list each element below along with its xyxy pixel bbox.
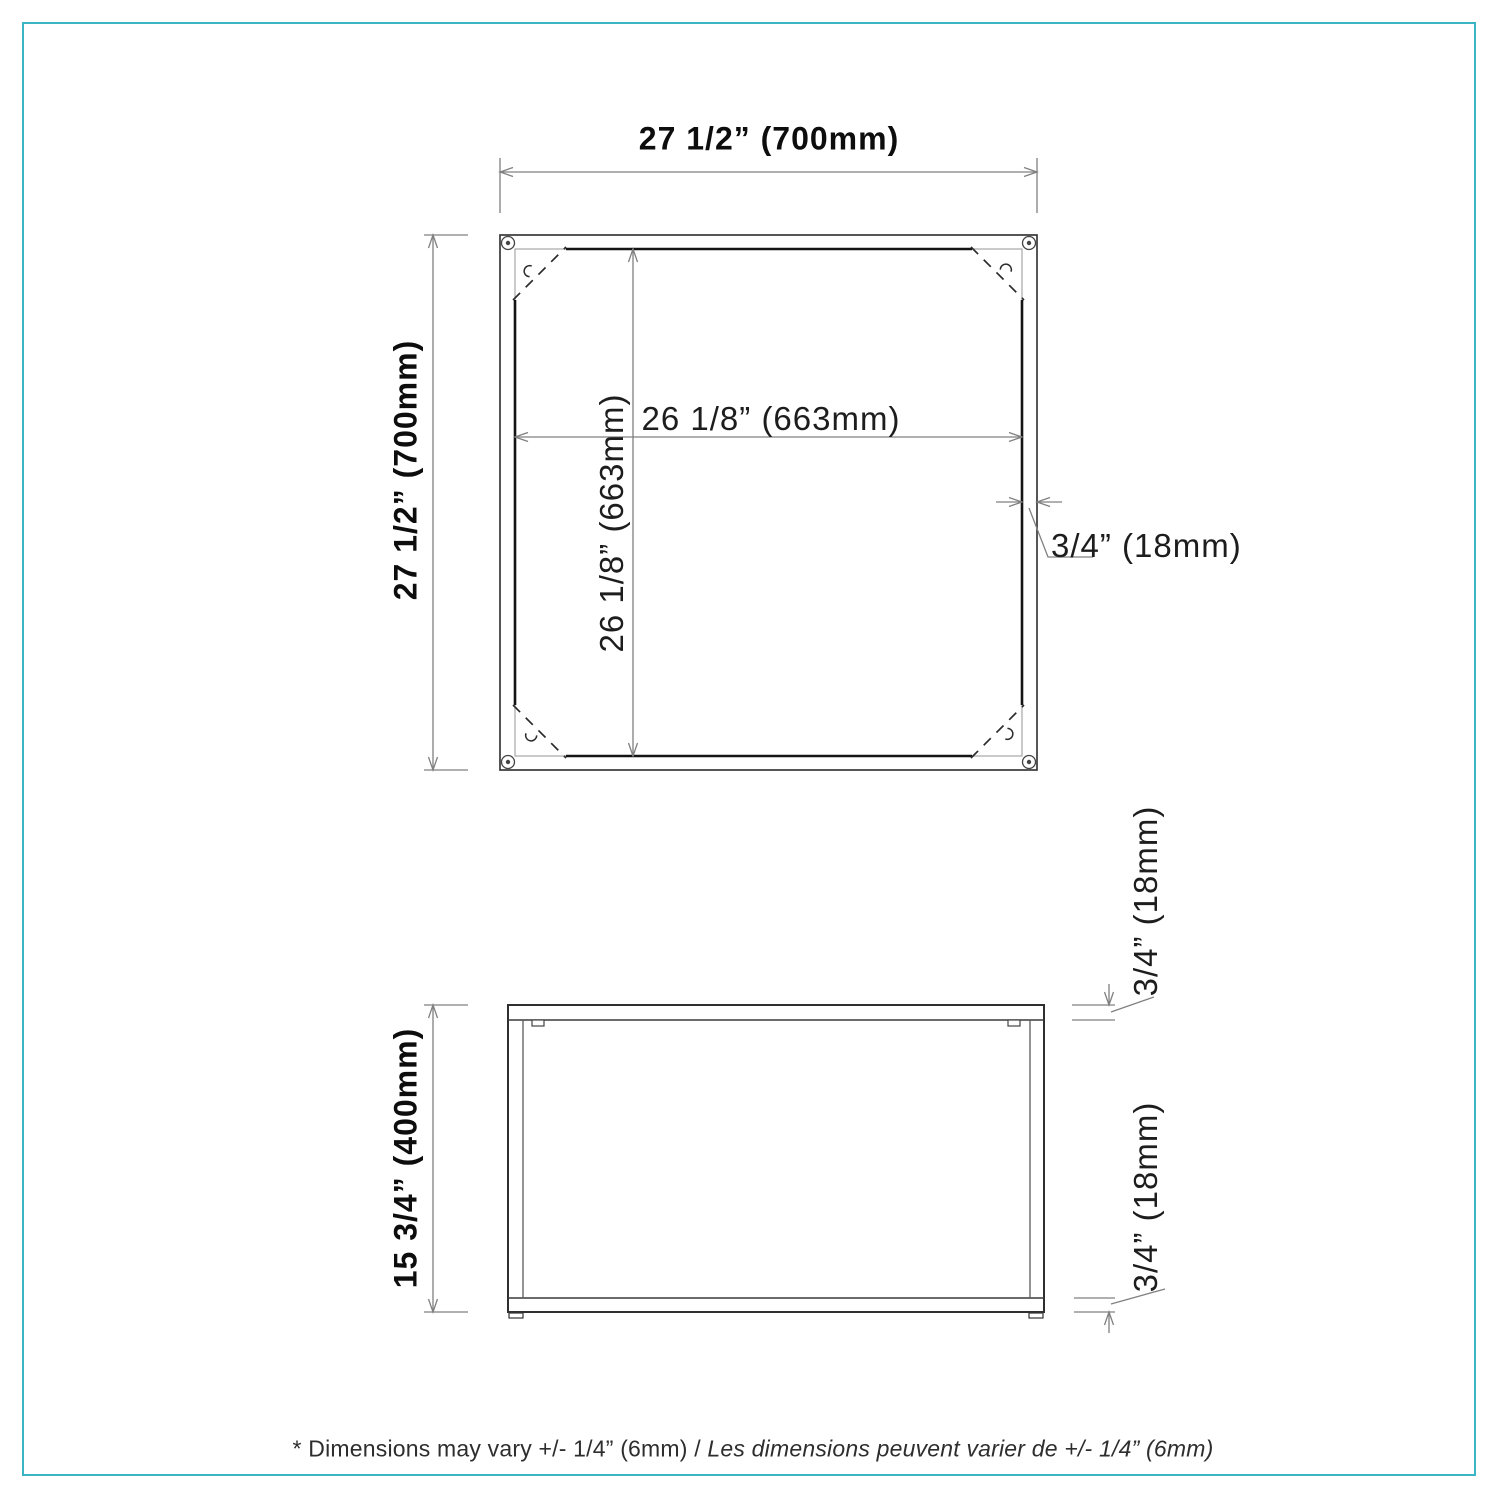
top-view-outer-edge	[500, 235, 1037, 770]
top-view-width-label: 27 1/2” (700mm)	[638, 120, 900, 157]
tolerance-note-separator: /	[687, 1435, 708, 1462]
front-view-outline	[508, 1005, 1044, 1312]
top-view	[500, 235, 1037, 770]
tolerance-note-fr: Les dimensions peuvent varier de +/- 1/4” (6mm)	[707, 1435, 1214, 1462]
front-view-top-thickness-label: 3/4” (18mm)	[1127, 805, 1164, 997]
top-view-inner-edge	[515, 249, 1022, 756]
corner-brace-dashed-lines	[513, 247, 1024, 758]
front-view-bottom-thickness-label: 3/4” (18mm)	[1127, 1101, 1164, 1293]
screw-icon	[502, 237, 515, 250]
foot-glide-icon	[1029, 1313, 1043, 1318]
top-view-inner-height-label: 26 1/8” (663mm)	[593, 393, 630, 653]
dim-overall-height	[424, 235, 468, 770]
corner-screw-icons	[502, 237, 1036, 769]
foot-glide-icon	[509, 1313, 523, 1318]
screw-icon	[1023, 756, 1036, 769]
screw-icon	[502, 756, 515, 769]
top-view-inner-width-label: 26 1/8” (663mm)	[641, 400, 901, 437]
connector-clip-icon	[532, 1020, 544, 1026]
dim-bottom-panel-thickness	[1074, 1289, 1165, 1333]
top-view-height-label: 27 1/2” (700mm)	[387, 339, 424, 601]
screw-icon	[1023, 237, 1036, 250]
front-view-height-label: 15 3/4” (400mm)	[387, 1027, 424, 1289]
dim-overall-width	[500, 158, 1037, 213]
top-view-inner-edge-thin	[515, 249, 1022, 756]
dim-front-height	[424, 1005, 468, 1312]
top-view-thickness-label: 3/4” (18mm)	[1051, 527, 1242, 564]
front-view-dimensions	[424, 984, 1165, 1333]
tolerance-note	[293, 1436, 1214, 1463]
tolerance-note-en: * Dimensions may vary +/- 1/4” (6mm)	[292, 1435, 688, 1462]
connector-clip-icon	[1008, 1020, 1020, 1026]
front-view	[508, 1005, 1044, 1318]
